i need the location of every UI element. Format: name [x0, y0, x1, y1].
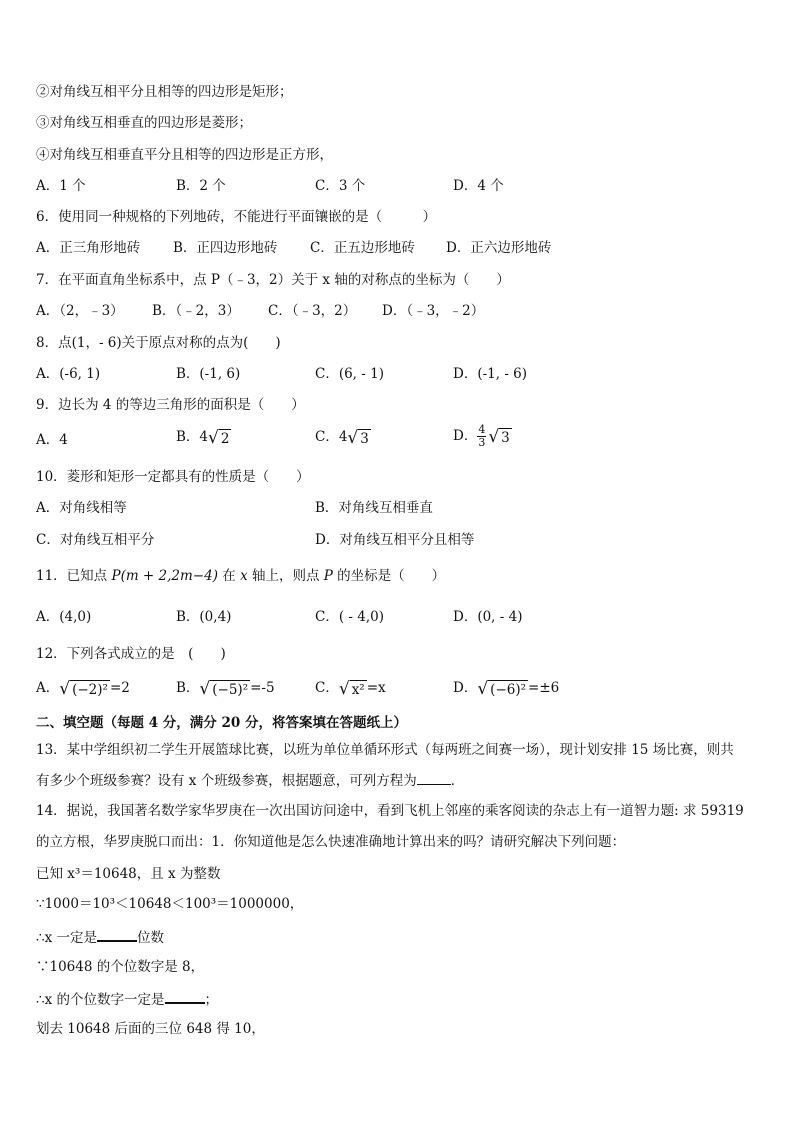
q10-option-c: C．对角线互相平分: [36, 532, 155, 548]
q5-option-c: C．3 个: [315, 178, 366, 194]
sqrt-symbol: √ 2: [208, 427, 230, 448]
q9-d-radicand: 3: [501, 429, 510, 446]
question-12: 12．下列各式成立的是 ( ): [36, 646, 226, 662]
q11-post1: 轴上，则点: [247, 568, 324, 584]
q11-prefix: 11．已知点: [36, 568, 112, 584]
q9-c-label: C．4: [315, 429, 348, 445]
statement-3: ③对角线互相垂直的四边形是菱形；: [36, 115, 252, 131]
q8-option-a: A．(-6, 1): [36, 366, 101, 382]
step-1: 已知 x³＝10648，且 x 为整数: [36, 866, 221, 882]
q10-option-b: B．对角线互相垂直: [315, 500, 433, 516]
q7-option-c: C．（﹣3，2）: [268, 303, 357, 319]
step-4: ∵10648 的个位数字是 8，: [36, 959, 205, 975]
statement-4: ④对角线互相垂直平分且相等的四边形是正方形，: [36, 147, 333, 163]
q11-option-a: A．(4,0): [36, 609, 92, 625]
q12-option-c: [315, 678, 386, 699]
q9-option-d: [453, 424, 512, 449]
fraction-numerator: 4: [478, 423, 486, 436]
q12-option-d: [453, 678, 559, 699]
q9-d-label: D．: [453, 428, 478, 444]
question-9: 9．边长为 4 的等边三角形的面积是（ ）: [36, 397, 305, 413]
q12-d-radicand: (−6)²: [490, 681, 527, 698]
step-3: [36, 926, 164, 948]
statement-2: ②对角线互相平分且相等的四边形是矩形；: [36, 84, 293, 100]
sqrt-symbol: √ (−6)²: [477, 678, 527, 699]
q11-option-d: D．(0, - 4): [453, 609, 523, 625]
q12-c-radicand: x²: [351, 681, 365, 698]
q12-a-rhs: =2: [109, 680, 130, 696]
question-13-line-2: [36, 770, 464, 791]
step-2: ∵1000＝10³＜10648＜100³＝1000000，: [36, 896, 304, 912]
question-7: 7．在平面直角坐标系中，点 P（﹣3，2）关于 x 轴的对称点的坐标为（ ）: [36, 272, 510, 288]
q9-option-b: [176, 427, 231, 448]
step-6: 划去 10648 后面的三位 648 得 10，: [36, 1021, 265, 1037]
q12-b-rhs: =-5: [250, 680, 275, 696]
q11-p-var: P: [323, 568, 333, 584]
q7-option-a: A．（2，﹣3）: [36, 303, 124, 319]
q7-option-b: B．（﹣2，3）: [152, 303, 240, 319]
q8-option-b: B．(-1, 6): [176, 366, 241, 382]
q5-option-a: A．1 个: [36, 178, 86, 194]
q10-option-d: D．对角线互相平分且相等: [315, 532, 475, 548]
q6-option-d: D．正六边形地砖: [446, 240, 552, 256]
q12-b-radicand: (−5)²: [212, 681, 249, 698]
q6-option-b: B．正四边形地砖: [173, 240, 278, 256]
q12-d-label: D．: [453, 680, 478, 696]
q6-option-a: A．正三角形地砖: [36, 240, 141, 256]
q9-option-a: A．4: [36, 432, 68, 448]
question-14-line-2: 的立方根，华罗庚脱口而出：1．你知道他是怎么快速准确地计算出来的吗？请研究解决下列问题：: [36, 834, 626, 850]
fraction-denominator: 3: [478, 436, 486, 449]
q12-c-rhs: =x: [366, 680, 386, 696]
q11-post2: 的坐标是（ ）: [332, 568, 446, 584]
q5-option-d: D．4 个: [453, 178, 504, 194]
q8-option-d: D．(-1, - 6): [453, 366, 528, 382]
step-3-suffix: 位数: [137, 930, 164, 946]
sqrt-symbol: √ 3: [488, 426, 510, 447]
answer-blank[interactable]: [97, 926, 137, 942]
q12-b-label: B．: [176, 680, 200, 696]
sqrt-symbol: √ 3: [347, 427, 369, 448]
q8-option-c: C．(6, - 1): [315, 366, 384, 382]
q11-option-b: B．(0,4): [176, 609, 232, 625]
q12-c-label: C．: [315, 680, 339, 696]
question-8: 8．点(1，- 6)关于原点对称的点为( ): [36, 335, 281, 351]
sqrt-symbol: √ (−2)²: [59, 678, 108, 699]
sqrt-symbol: √ (−5)²: [199, 678, 249, 699]
q12-option-a: [36, 678, 130, 699]
question-11: [36, 566, 445, 586]
question-14-line-1: 14．据说，我国著名数学家华罗庚在一次出国访问途中，看到飞机上邻座的乘客阅读的杂志上有一道智力题: 求 59319: [36, 803, 744, 819]
q13-text: 有多少个班级参赛？设有 x 个班级参赛，根据题意，可列方程为: [36, 773, 417, 789]
question-10: 10．菱形和矩形一定都具有的性质是（ ）: [36, 469, 310, 485]
q12-d-rhs: =±6: [528, 680, 560, 696]
step-5-suffix: ；: [204, 992, 218, 1008]
q6-option-c: C．正五边形地砖: [310, 240, 415, 256]
sqrt-symbol: √ x²: [338, 678, 365, 699]
q12-option-b: [176, 678, 275, 699]
fraction: [477, 424, 486, 449]
step-5: [36, 988, 218, 1010]
q7-option-d: D．（﹣3，﹣2）: [382, 303, 485, 319]
question-6: 6．使用同一种规格的下列地砖，不能进行平面镶嵌的是（ ）: [36, 209, 437, 225]
q9-option-c: [315, 427, 371, 448]
answer-blank[interactable]: [165, 988, 205, 1004]
answer-blank[interactable]: [417, 770, 451, 785]
q11-point-expression: P(m + 2,2m−4): [111, 568, 218, 584]
q13-period: ．: [450, 773, 465, 789]
q11-option-c: C．( - 4,0): [315, 609, 384, 625]
question-13-line-1: 13．某中学组织初二学生开展篮球比赛，以班为单位单循环形式（每两班之间赛一场），现计划安排 15 场比赛，则共: [36, 742, 734, 758]
q5-option-b: B．2 个: [176, 178, 226, 194]
q12-a-label: A．: [36, 680, 60, 696]
step-5-text: ∴x 的个位数字一定是: [36, 992, 165, 1008]
step-3-text: ∴x 一定是: [36, 930, 97, 946]
q9-b-radicand: 2: [220, 430, 230, 447]
q11-mid: 在: [217, 568, 241, 584]
q10-option-a: A．对角线相等: [36, 500, 127, 516]
q11-x-var: x: [240, 568, 248, 584]
section-heading-fill-in: 二、填空题（每题 4 分，满分 20 分，将答案填在答题纸上）: [36, 715, 407, 731]
q9-c-radicand: 3: [360, 430, 369, 447]
q12-a-radicand: (−2)²: [72, 681, 108, 698]
q9-b-label: B．4: [176, 429, 209, 445]
